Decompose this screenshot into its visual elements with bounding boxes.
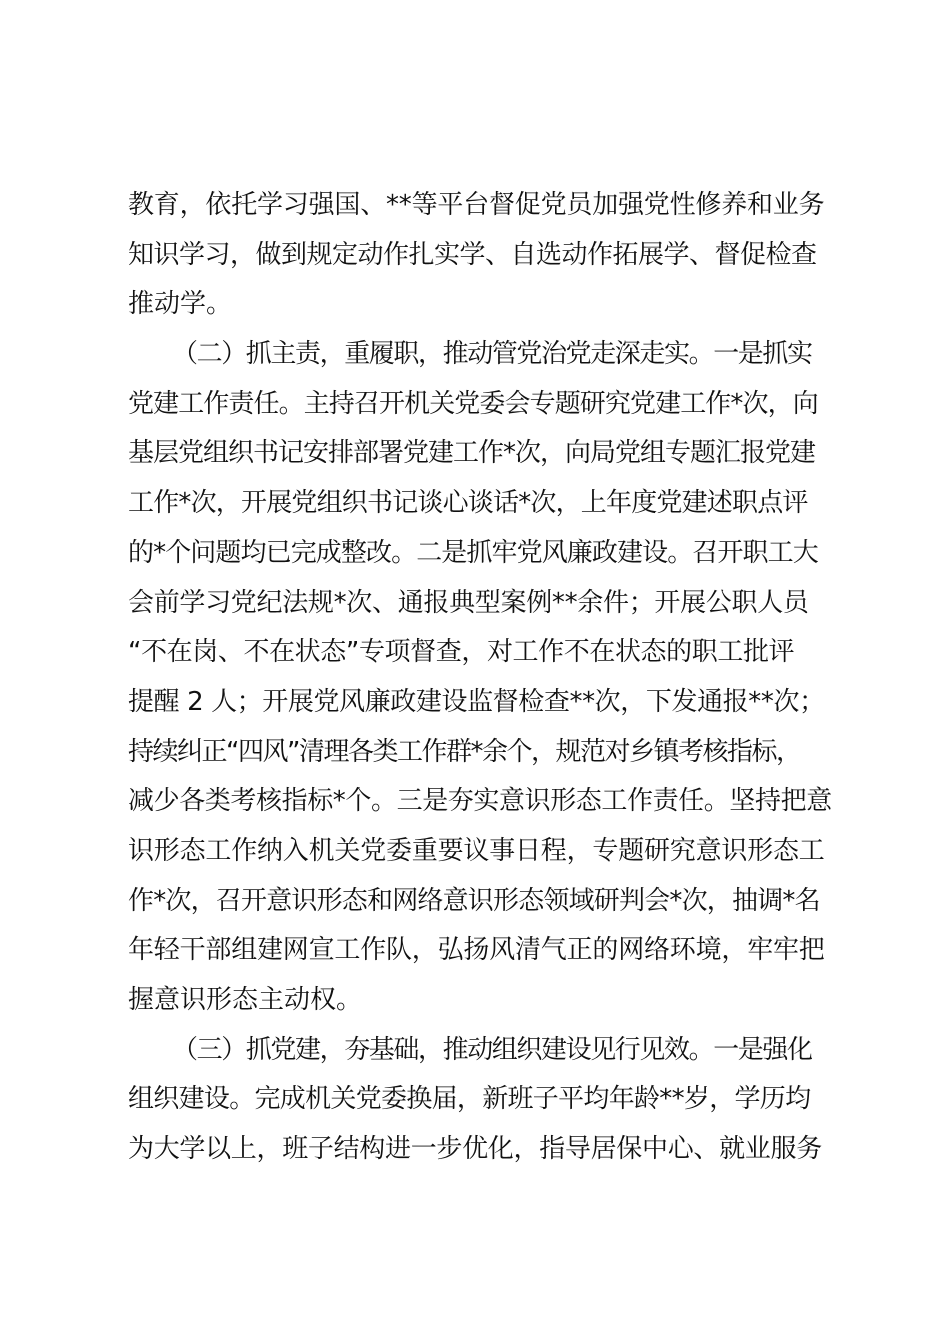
text-line: 的*个问题均已完成整改。二是抓牢党风廉政建设。召开职工大	[128, 537, 818, 568]
text-line: 党建工作责任。主持召开机关党委会专题研究党建工作*次，向	[128, 388, 818, 419]
text-line: 知识学习，做到规定动作扎实学、自选动作拓展学、督促检查	[128, 239, 817, 270]
text-line: 为大学以上，班子结构进一步优化，指导居保中心、就业服务	[128, 1134, 822, 1165]
text-line: 握意识形态主动权。	[128, 985, 363, 1015]
text-line: 年轻干部组建网宣工作队，弘扬风清气正的网络环境，牢牢把	[128, 935, 825, 966]
text-line: （二）抓主责，重履职，推动管党治党走深走实。一是抓实	[172, 339, 812, 370]
text-line: 教育，依托学习强国、**等平台督促党员加强党性修养和业务	[128, 190, 825, 220]
body-text	[128, 181, 858, 1175]
text-line: 识形态工作纳入机关党委重要议事日程，专题研究意识形态工	[128, 835, 825, 866]
text-line: 提醒 2 人；开展党风廉政建设监督检查**次，下发通报**次；	[128, 686, 825, 717]
text-line: 会前学习党纪法规*次、通报典型案例**余件；开展公职人员	[128, 587, 809, 618]
text-line: “不在岗、不在状态”专项督查，对工作不在状态的职工批评	[128, 637, 795, 668]
text-line: 推动学。	[128, 289, 233, 320]
text-line: （三）抓党建，夯基础，推动组织建设见行见效。一是强化	[172, 1034, 812, 1065]
text-line: 减少各类考核指标*个。三是夯实意识形态工作责任。坚持把意	[128, 786, 832, 817]
text-line: 作*次，召开意识形态和网络意识形态领域研判会*次，抽调*名	[128, 885, 820, 916]
text-line: 持续纠正“四风”清理各类工作群*余个，规范对乡镇考核指标，	[128, 736, 801, 767]
text-line: 基层党组织书记安排部署党建工作*次，向局党组专题汇报党建	[128, 438, 816, 469]
text-line: 工作*次，开展党组织书记谈心谈话*次，上年度党建述职点评	[128, 488, 808, 519]
text-line: 组织建设。完成机关党委换届，新班子平均年龄**岁，学历均	[128, 1084, 811, 1115]
